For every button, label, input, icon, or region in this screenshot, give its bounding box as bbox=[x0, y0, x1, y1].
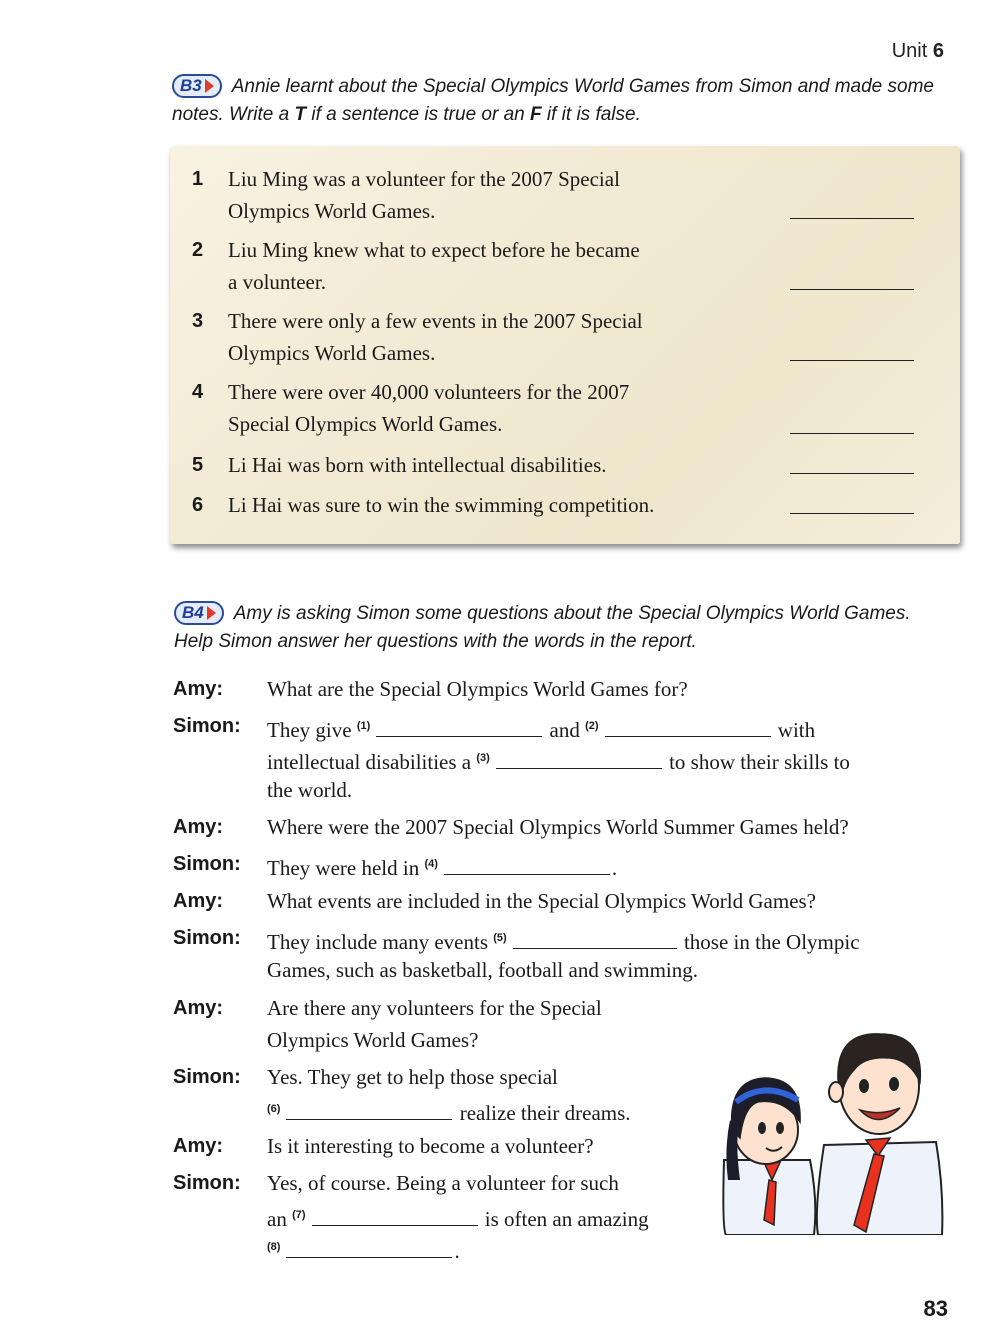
speaker-simon: Simon: bbox=[173, 927, 241, 949]
speaker-amy: Amy: bbox=[173, 678, 224, 700]
speaker-amy: Amy: bbox=[173, 890, 224, 912]
answer-4-line-2: $^{(6)}$ realize their dreams. bbox=[267, 1101, 631, 1125]
answer-blank-5[interactable] bbox=[790, 473, 914, 474]
page-number: 83 bbox=[923, 1296, 948, 1321]
statement-3: 3 There were only a few events in the 2007 Special Olympics World Games. bbox=[192, 305, 952, 369]
speaker-amy: Amy: bbox=[173, 816, 224, 838]
statement-6: 6 Li Hai was sure to win the swimming competition. bbox=[192, 489, 952, 521]
speaker-simon: Simon: bbox=[173, 1172, 241, 1194]
answer-5-line-2: an $^{(7)}$ is often an amazing bbox=[267, 1207, 649, 1231]
boy-figure bbox=[817, 1034, 943, 1235]
blank-8[interactable] bbox=[286, 1239, 452, 1258]
answer-blank-4[interactable] bbox=[790, 433, 914, 434]
question-1: What are the Special Olympics World Games for? bbox=[267, 677, 688, 701]
answer-1-line-3: the world. bbox=[267, 778, 353, 802]
blank-3[interactable] bbox=[496, 750, 662, 769]
answer-4-line-1: Yes. They get to help those special bbox=[267, 1065, 558, 1089]
speaker-amy: Amy: bbox=[173, 1135, 224, 1157]
statement-5: 5 Li Hai was born with intellectual disabilities. bbox=[192, 449, 952, 481]
statement-1: 1 Liu Ming was a volunteer for the 2007 Special Olympics World Games. bbox=[192, 163, 952, 227]
speaker-simon: Simon: bbox=[173, 715, 241, 737]
question-2: Where were the 2007 Special Olympics World Summer Games held? bbox=[267, 815, 849, 839]
answer-blank-6[interactable] bbox=[790, 513, 914, 514]
blank-7[interactable] bbox=[312, 1207, 478, 1226]
blank-4[interactable] bbox=[444, 856, 610, 875]
statement-2: 2 Liu Ming knew what to expect before he became a volunteer. bbox=[192, 234, 952, 298]
students-illustration bbox=[714, 1030, 944, 1235]
question-5: Is it interesting to become a volunteer? bbox=[267, 1134, 594, 1158]
blank-1[interactable] bbox=[376, 718, 542, 737]
b4-instruction: B4 Amy is asking Simon some questions about the Special Olympics World Games. Help Simon answer her questions with the words in the report. bbox=[174, 603, 911, 652]
answer-5-line-1: Yes, of course. Being a volunteer for such bbox=[267, 1171, 619, 1195]
statement-4: 4 There were over 40,000 volunteers for the 2007 Special Olympics World Games. bbox=[192, 376, 952, 440]
notes-paper bbox=[170, 146, 960, 544]
speaker-amy: Amy: bbox=[173, 997, 224, 1019]
unit-label: Unit 6 bbox=[891, 40, 944, 62]
answer-2: They were held in $^{(4)}$ . bbox=[267, 856, 618, 880]
b3-instruction: B3 Annie learnt about the Special Olympics World Games from Simon and made some notes. Write a T if a sentence is true or an F if it is false. bbox=[172, 76, 934, 125]
blank-6[interactable] bbox=[286, 1101, 452, 1120]
answer-blank-3[interactable] bbox=[790, 360, 914, 361]
blank-5[interactable] bbox=[513, 930, 677, 949]
question-4-line-2: Olympics World Games? bbox=[267, 1028, 479, 1052]
answer-1-line-2: intellectual disabilities a $^{(3)}$ to show their skills to bbox=[267, 750, 850, 774]
girl-figure bbox=[723, 1078, 815, 1235]
play-arrow-icon bbox=[205, 79, 214, 93]
answer-3-line-2: Games, such as basketball, football and swimming. bbox=[267, 958, 699, 982]
answer-3-line-1: They include many events $^{(5)}$ those in the Olympic bbox=[267, 930, 860, 954]
answer-blank-2[interactable] bbox=[790, 289, 914, 290]
question-4-line-1: Are there any volunteers for the Special bbox=[267, 996, 602, 1020]
answer-blank-1[interactable] bbox=[790, 218, 914, 219]
answer-1-line-1: They give $^{(1)}$ and $^{(2)}$ with bbox=[267, 718, 816, 742]
play-arrow-icon bbox=[207, 606, 216, 620]
question-3: What events are included in the Special Olympics World Games? bbox=[267, 889, 817, 913]
unit-number: 6 bbox=[932, 40, 944, 62]
speaker-simon: Simon: bbox=[173, 853, 241, 875]
b4-badge: B4 bbox=[174, 601, 224, 625]
blank-2[interactable] bbox=[605, 718, 771, 737]
answer-5-line-3: $^{(8)}$ . bbox=[267, 1239, 460, 1263]
speaker-simon: Simon: bbox=[173, 1066, 241, 1088]
b3-badge: B3 bbox=[172, 74, 222, 98]
